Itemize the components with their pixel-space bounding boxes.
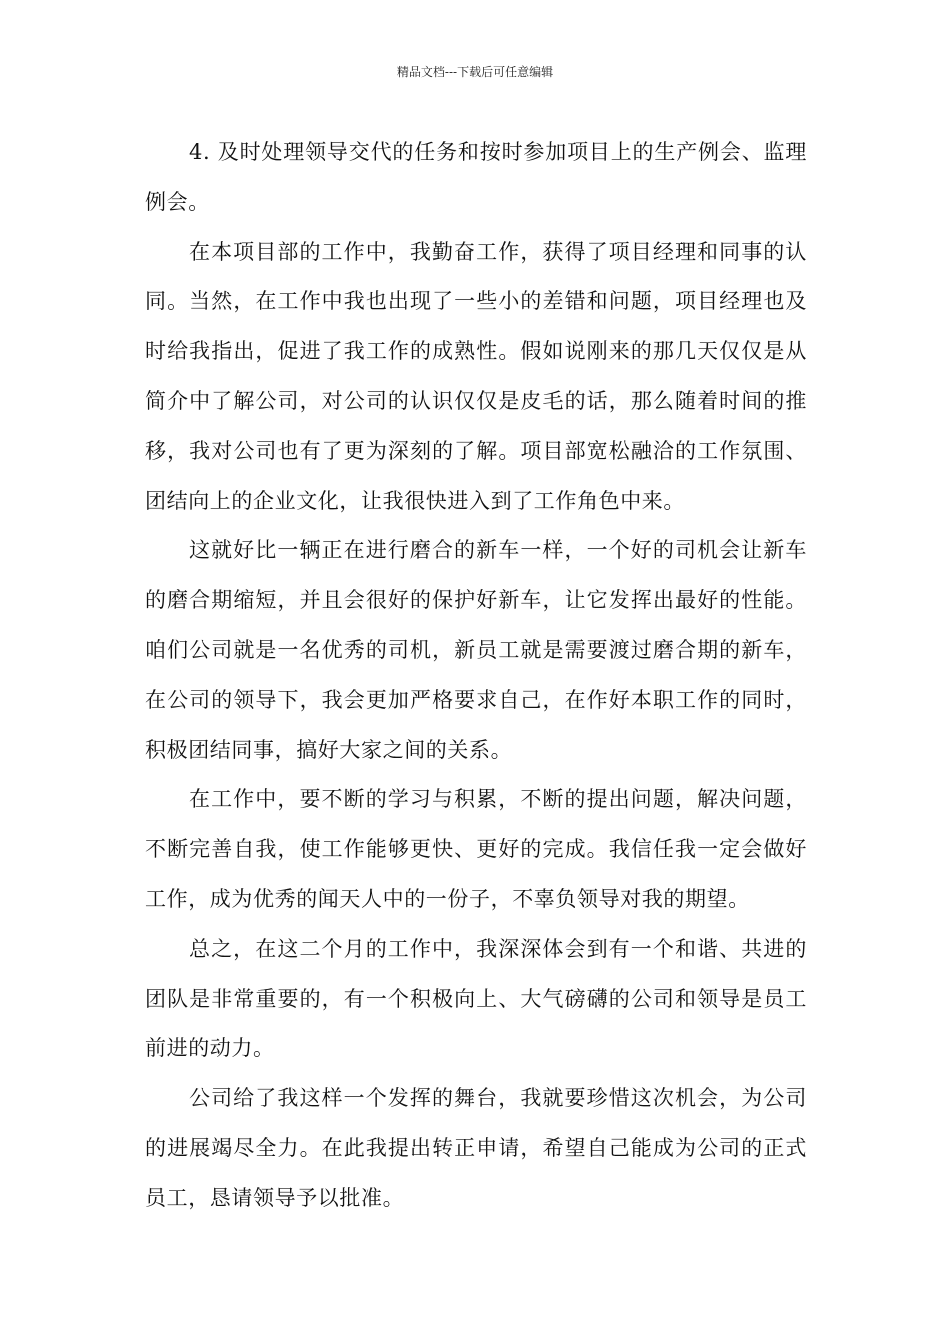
paragraph-summary: 总之，在这二个月的工作中，我深深体会到有一个和谐、共进的团队是非常重要的，有一个积极向上、大气磅礴的公司和领导是员工前进的动力。	[145, 936, 807, 1061]
paragraph-continuous-learning: 在工作中，要不断的学习与积累，不断的提出问题，解决问题，不断完善自我，使工作能够更快、更好的完成。我信任我一定会做好工作，成为优秀的闻天人中的一份子，不辜负领导对我的期望。	[145, 787, 807, 911]
paragraph-project-work: 在本项目部的工作中，我勤奋工作，获得了项目经理和同事的认同。当然，在工作中我也出现了一些小的差错和问题，项目经理也及时给我指出，促进了我工作的成熟性。假如说刚来的那几天仅仅是从简介中了解公司，对公司的认识仅仅是皮毛的话，那么随着时间的推移，我对公司也有了更为深刻的了解。项目部宽松融洽的工作氛围、团结向上的企业文化，让我很快进入到了工作角色中来。	[145, 239, 807, 513]
paragraph-new-car-analogy: 这就好比一辆正在进行磨合的新车一样，一个好的司机会让新车的磨合期缩短，并且会很好的保护好新车，让它发挥出最好的性能。咱们公司就是一名优秀的司机，新员工就是需要渡过磨合期的新车，在公司的领导下，我会更加严格要求自己，在作好本职工作的同时，积极团结同事，搞好大家之间的关系。	[145, 538, 807, 762]
paragraph-task-item: 4. 及时处理领导交代的任务和按时参加项目上的生产例会、监理例会。	[145, 140, 807, 214]
page-header: 精品文档---下载后可任意编辑	[396, 65, 554, 79]
paragraph-application-request: 公司给了我这样一个发挥的舞台，我就要珍惜这次机会，为公司的进展竭尽全力。在此我提出转正申请，希望自己能成为公司的正式员工，恳请领导予以批准。	[145, 1086, 807, 1210]
document-body	[145, 128, 807, 1224]
